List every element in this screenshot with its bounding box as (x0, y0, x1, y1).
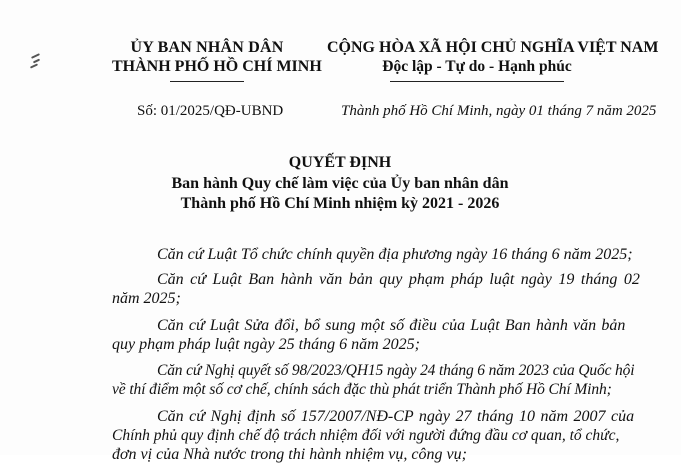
national-motto: Độc lập - Tự do - Hạnh phúc (382, 58, 572, 75)
document-number: Số: 01/2025/QĐ-UBND (137, 103, 284, 119)
motto-underline (390, 81, 564, 82)
issuing-authority-line1: ỦY BAN NHÂN DÂN (130, 39, 284, 56)
legal-basis-5-line1: Căn cứ Nghị định số 157/2007/NĐ-CP ngày 27 tháng 10 năm 2007 của (157, 408, 635, 425)
document-subtitle-line2: Thành phố Hồ Chí Minh nhiệm kỳ 2021 - 2026 (180, 195, 500, 212)
authority-underline (170, 81, 244, 82)
issuing-authority-line2: THÀNH PHỐ HỒ CHÍ MINH (112, 58, 322, 75)
place-and-date: Thành phố Hồ Chí Minh, ngày 01 tháng 7 năm 2025 (341, 103, 657, 119)
legal-basis-1: Căn cứ Luật Tổ chức chính quyền địa phương ngày 16 tháng 6 năm 2025; (157, 246, 633, 263)
legal-basis-5-line3: đơn vị của Nhà nước trong thi hành nhiệm vụ, công vụ; (112, 446, 467, 463)
legal-basis-5-line2: Chính phủ quy định chế độ trách nhiệm đối với người đứng đầu cơ quan, tổ chức, (112, 427, 620, 444)
legal-basis-2-line2: năm 2025; (112, 290, 181, 307)
document-subtitle-line1: Ban hành Quy chế làm việc của Ủy ban nhân dân (171, 175, 509, 192)
legal-basis-4-line2: về thí điểm một số cơ chế, chính sách đặc thù phát triển Thành phố Hồ Chí Minh; (112, 381, 612, 398)
legal-basis-3-line2: quy phạm pháp luật ngày 25 tháng 6 năm 2025; (112, 336, 420, 353)
legal-basis-2-line1: Căn cứ Luật Ban hành văn bản quy phạm pháp luật ngày 19 tháng 02 (157, 271, 640, 288)
legal-basis-3-line1: Căn cứ Luật Sửa đổi, bổ sung một số điều của Luật Ban hành văn bản (157, 317, 626, 334)
scan-mark (30, 63, 38, 68)
document-title: QUYẾT ĐỊNH (288, 154, 392, 171)
legal-basis-4-line1: Căn cứ Nghị quyết số 98/2023/QH15 ngày 24 tháng 6 năm 2023 của Quốc hội (157, 362, 635, 379)
national-title: CỘNG HÒA XÃ HỘI CHỦ NGHĨA VIỆT NAM (327, 39, 659, 56)
